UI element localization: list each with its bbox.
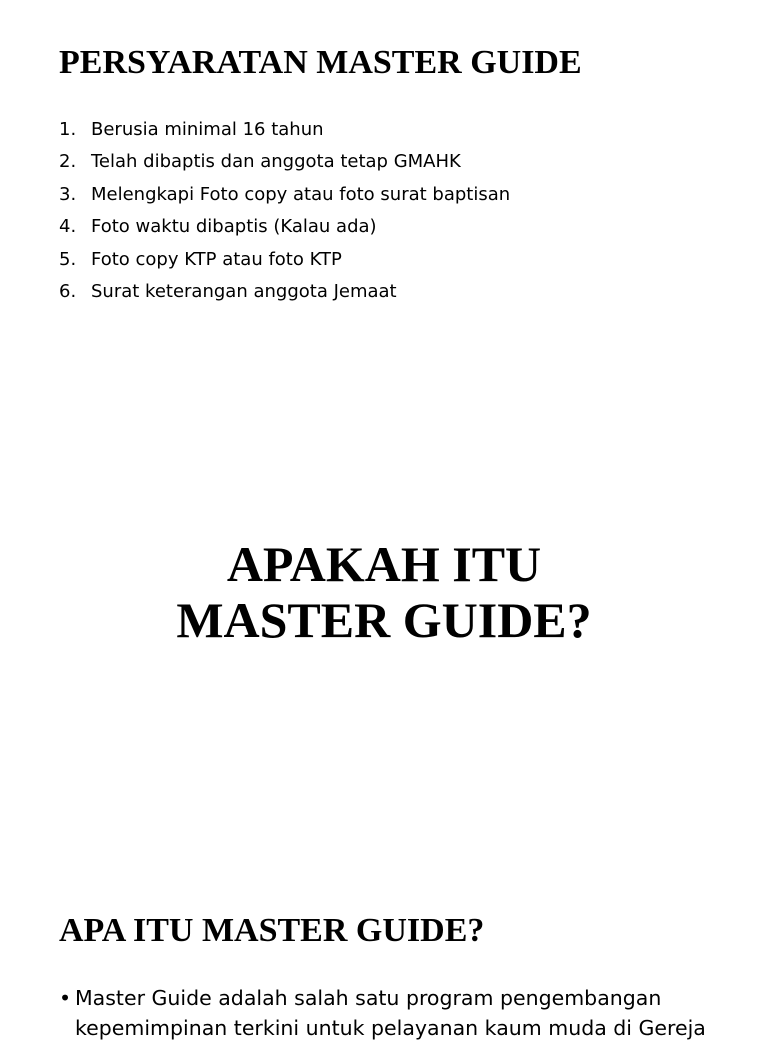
list-item <box>59 983 739 1043</box>
requirements-list <box>59 116 510 310</box>
item-number: 1. <box>59 119 77 140</box>
slide-question <box>0 330 768 890</box>
list-item <box>59 278 510 310</box>
slide-definition <box>0 890 768 1040</box>
slide-requirements <box>0 0 768 330</box>
item-text: Foto waktu dibaptis (Kalau ada) <box>91 216 377 238</box>
title-line: MASTER GUIDE? <box>176 592 592 648</box>
item-text: Berusia minimal 16 tahun <box>91 119 324 140</box>
item-number: 4. <box>59 216 77 238</box>
item-number: 5. <box>59 248 77 270</box>
item-text: Melengkapi Foto copy atau foto surat baptisan <box>91 183 511 205</box>
list-item <box>59 116 510 148</box>
bullet-list <box>59 983 739 1043</box>
item-number: 6. <box>59 280 77 302</box>
bullet-text: Master Guide adalah salah satu program pengembangan kepemimpinan terkini untuk pelayanan kaum muda di Gereja <box>75 986 706 1040</box>
item-number: 3. <box>59 183 77 205</box>
slide-title: PERSYARATAN MASTER GUIDE <box>59 44 582 81</box>
list-item <box>59 181 510 213</box>
slide-title <box>0 536 768 648</box>
slide-title: APA ITU MASTER GUIDE? <box>59 912 485 949</box>
list-item <box>59 148 510 180</box>
item-text: Foto copy KTP atau foto KTP <box>91 248 342 270</box>
title-line: APAKAH ITU <box>226 536 542 592</box>
bullet-icon: • <box>59 986 72 1010</box>
list-item <box>59 213 510 245</box>
item-text: Surat keterangan anggota Jemaat <box>91 280 397 302</box>
item-text: Telah dibaptis dan anggota tetap GMAHK <box>91 151 461 173</box>
item-number: 2. <box>59 151 77 173</box>
list-item <box>59 246 510 278</box>
